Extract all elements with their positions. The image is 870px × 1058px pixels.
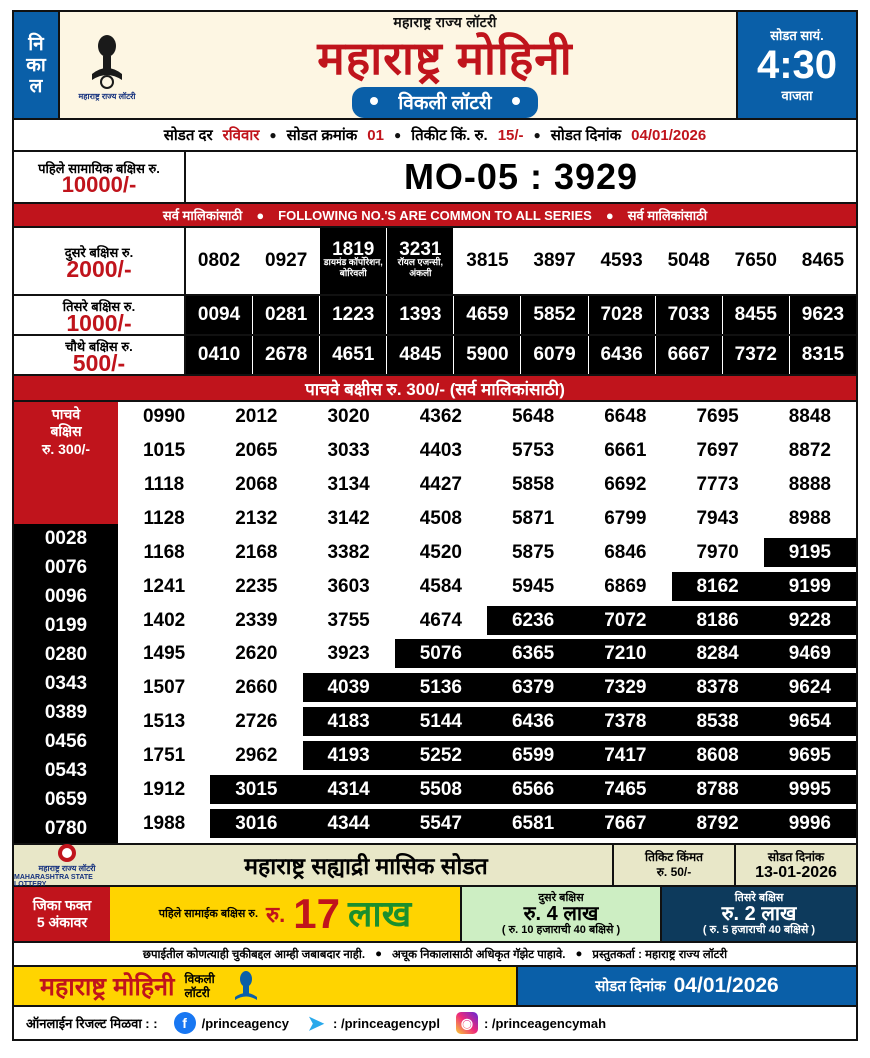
promo-first-prize-amount: 17 bbox=[293, 890, 341, 937]
fifth-prize-number-cell: 7697 bbox=[672, 436, 764, 465]
fifth-prize-number-cell: 5076 bbox=[395, 639, 487, 668]
fifth-prize-number-cell: 6799 bbox=[579, 504, 671, 533]
promo-first-prize-unit: लाख bbox=[348, 893, 412, 934]
fifth-prize-number-cell: 4674 bbox=[395, 606, 487, 635]
prize-number-value: 3231 bbox=[399, 238, 442, 260]
promo-second-prize-label: दुसरे बक्षिस bbox=[538, 892, 584, 904]
header-center bbox=[154, 12, 736, 118]
fifth-prize-number-cell: 1495 bbox=[118, 639, 210, 668]
fifth-prize-number-cell: 5144 bbox=[395, 707, 487, 736]
emblem-label: महाराष्ट्र राज्य लॉटरी bbox=[78, 91, 136, 101]
first-prize-label-cell bbox=[14, 152, 186, 202]
fifth-prize-number-cell: 1513 bbox=[118, 707, 210, 736]
fifth-prize-number-cell: 7210 bbox=[579, 639, 671, 668]
third-prize-label-cell bbox=[14, 296, 186, 334]
first-prize-number: MO-05 : 3929 bbox=[403, 156, 639, 197]
fifth-prize-number-cell: 8608 bbox=[672, 741, 764, 770]
fifth-prize-number-cell: 9228 bbox=[764, 606, 856, 635]
fifth-prize-left-number: 0456 bbox=[14, 727, 118, 756]
fifth-prize-number-cell: 1751 bbox=[118, 741, 210, 770]
fifth-prize-number-cell: 4508 bbox=[395, 504, 487, 533]
fifth-prize-number-cell: 1241 bbox=[118, 572, 210, 601]
second-prize-amount: 2000/- bbox=[66, 256, 132, 282]
fifth-prize-bar bbox=[14, 376, 856, 402]
promo-third-prize bbox=[660, 887, 856, 941]
sahyadri-date bbox=[734, 845, 856, 885]
emblem-icon bbox=[81, 29, 133, 91]
sahyadri-promo-prizes bbox=[14, 887, 856, 943]
second-prize-label: दुसरे बक्षिस रु. bbox=[64, 245, 134, 260]
third-prize-row bbox=[14, 296, 856, 336]
footer-draw-date bbox=[516, 967, 856, 1005]
prize-number-cell: 5900 bbox=[454, 336, 521, 374]
fifth-prize-number-cell: 6566 bbox=[487, 775, 579, 804]
sahyadri-logo-line2: MAHARASHTRA STATE LOTTERY bbox=[14, 873, 93, 888]
separator-dot: ● bbox=[533, 128, 541, 142]
fifth-prize-number-cell: 1118 bbox=[118, 470, 210, 499]
fifth-prize-left-number: 0343 bbox=[14, 669, 118, 698]
fifth-prize-number-cell: 7329 bbox=[579, 673, 671, 702]
promo-second-prize-amount: रु. 4 लाख bbox=[523, 903, 599, 925]
fifth-prize-number-cell: 5547 bbox=[395, 809, 487, 838]
fifth-prize-number-cell: 5252 bbox=[395, 741, 487, 770]
fifth-prize-number-cell: 5945 bbox=[487, 572, 579, 601]
fifth-prize-number-cell: 4314 bbox=[303, 775, 395, 804]
prize-number-cell: 1223 bbox=[320, 296, 387, 334]
footer-title: महाराष्ट्र मोहिनी bbox=[40, 973, 175, 1001]
fifth-prize-number-cell: 6365 bbox=[487, 639, 579, 668]
fifth-prize-number-cell: 1402 bbox=[118, 606, 210, 635]
promo-first-prize-label: पहिले सामाईक बक्षिस रु. bbox=[158, 907, 259, 920]
fifth-prize-number-cell: 4427 bbox=[395, 470, 487, 499]
common-right-label: सर्व मालिकांसाठी bbox=[627, 208, 708, 223]
social-instagram[interactable] bbox=[456, 1012, 606, 1034]
prize-number-cell: 5048 bbox=[656, 228, 723, 294]
first-prize-label: पहिले सामायिक बक्षिस रु. bbox=[38, 161, 160, 176]
state-lottery-emblem bbox=[60, 12, 154, 118]
fifth-prize-number-cell: 9996 bbox=[764, 809, 856, 838]
fifth-prize-number-cell: 7417 bbox=[579, 741, 671, 770]
sahyadri-price bbox=[612, 845, 734, 885]
prize-number-cell: 7372 bbox=[723, 336, 790, 374]
prize-number-cell: 0927 bbox=[253, 228, 320, 294]
footer-subtitle bbox=[184, 972, 214, 1000]
prize-number-cell: 0094 bbox=[186, 296, 253, 334]
fifth-prize-number-cell: 4403 bbox=[395, 436, 487, 465]
draw-time-label: सोडत सायं. bbox=[770, 28, 824, 43]
promo-block-condition bbox=[14, 887, 110, 941]
prize-number-cell: 7028 bbox=[589, 296, 656, 334]
fifth-prize-number-cell: 2339 bbox=[210, 606, 302, 635]
footer-subtitle-line1: विकली bbox=[184, 972, 215, 986]
fifth-prize-number-cell: 8792 bbox=[672, 809, 764, 838]
fifth-prize-number-cell: 2620 bbox=[210, 639, 302, 668]
facebook-icon[interactable]: f bbox=[174, 1012, 196, 1034]
disclaimer-part1: छपाईतील कोणत्याही चुकीबद्दल आम्ही जबाबदार नाही. bbox=[142, 948, 366, 961]
fifth-prize-number-cell: 7695 bbox=[672, 402, 764, 431]
header bbox=[14, 12, 856, 120]
fifth-prize-left-number bbox=[14, 466, 118, 495]
telegram-handle[interactable]: : /princeagencypl bbox=[333, 1015, 440, 1031]
promo-third-prize-amount: रु. 2 लाख bbox=[721, 903, 797, 925]
third-prize-numbers bbox=[186, 296, 856, 334]
fifth-prize-number-cell: 3015 bbox=[210, 775, 302, 804]
promo-condition-line1: जिका फक्त bbox=[32, 897, 92, 913]
facebook-handle[interactable]: /princeagency bbox=[201, 1015, 290, 1031]
fifth-prize-number-cell: 9695 bbox=[764, 741, 856, 770]
footer-emblem-icon bbox=[229, 970, 263, 1002]
fifth-prize-number-cell: 8888 bbox=[764, 470, 856, 499]
fifth-prize-number-cell: 3923 bbox=[303, 639, 395, 668]
prize-number-cell: 7650 bbox=[723, 228, 790, 294]
draw-no-label: सोडत क्रमांक bbox=[286, 127, 358, 144]
online-result-label: ऑनलाईन रिजल्ट मिळवा : : bbox=[26, 1016, 158, 1031]
prize-number-cell: 3815 bbox=[454, 228, 521, 294]
common-left-label: सर्व मालिकांसाठी bbox=[162, 208, 243, 223]
fourth-prize-label-cell bbox=[14, 336, 186, 374]
separator-dot: ● bbox=[575, 948, 583, 960]
fifth-prize-number-cell: 2132 bbox=[210, 504, 302, 533]
common-series-bar bbox=[14, 204, 856, 228]
prize-number-cell: 7033 bbox=[656, 296, 723, 334]
prize-number-cell: 0410 bbox=[186, 336, 253, 374]
sahyadri-price-label: तिकिट किंमत bbox=[645, 850, 703, 864]
common-center-label: FOLLOWING NO.'S ARE COMMON TO ALL SERIES bbox=[278, 207, 592, 223]
fifth-prize-number-cell: 9995 bbox=[764, 775, 856, 804]
prize-number-cell: 2678 bbox=[253, 336, 320, 374]
promo-first-prize bbox=[110, 887, 460, 941]
first-prize-row bbox=[14, 152, 856, 204]
fifth-prize-number-cell: 6692 bbox=[579, 470, 671, 499]
promo-rupee-symbol: रु. bbox=[266, 902, 286, 927]
fifth-prize-left-number: 0280 bbox=[14, 640, 118, 669]
separator-dot: ● bbox=[256, 207, 265, 223]
fifth-prize-left-number: 0389 bbox=[14, 698, 118, 727]
fifth-prize-number-cell: 3603 bbox=[303, 572, 395, 601]
fifth-prize-number-cell: 4193 bbox=[303, 741, 395, 770]
prize-number-cell bbox=[387, 228, 454, 294]
fourth-prize-numbers bbox=[186, 336, 856, 374]
sahyadri-price-value: रु. 50/- bbox=[656, 865, 692, 879]
fifth-prize-number-cell: 2012 bbox=[210, 402, 302, 431]
disclaimer-part3: प्रस्तुतकर्ता : महाराष्ट्र राज्य लॉटरी bbox=[592, 948, 728, 961]
fifth-prize-number-cell: 8378 bbox=[672, 673, 764, 702]
fifth-prize-number-cell: 6236 bbox=[487, 606, 579, 635]
separator-dot: ● bbox=[605, 207, 614, 223]
social-facebook[interactable] bbox=[174, 1012, 289, 1034]
fifth-prize-number-cell: 0990 bbox=[118, 402, 210, 431]
prize-number-cell: 8465 bbox=[790, 228, 856, 294]
fifth-prize-label-line2: बक्षिस bbox=[50, 423, 82, 439]
prize-number-cell: 3897 bbox=[521, 228, 588, 294]
separator-dot: ● bbox=[393, 128, 402, 142]
fifth-prize-label-line1: पाचवे bbox=[51, 406, 81, 422]
fifth-prize-number-cell: 9654 bbox=[764, 707, 856, 736]
fifth-prize-number-cell: 7943 bbox=[672, 504, 764, 533]
fifth-prize-number-cell: 8872 bbox=[764, 436, 856, 465]
fifth-prize-number-cell: 6869 bbox=[579, 572, 671, 601]
fifth-prize-number-cell: 1507 bbox=[118, 673, 210, 702]
sahyadri-logo-line1: महाराष्ट्र राज्य लॉटरी bbox=[38, 863, 96, 873]
footer-draw-date-label: सोडत दिनांक bbox=[595, 978, 666, 995]
fourth-prize-row bbox=[14, 336, 856, 376]
fifth-prize-number-cell: 8186 bbox=[672, 606, 764, 635]
social-telegram[interactable] bbox=[305, 1012, 440, 1034]
fifth-prize-number-grid bbox=[118, 402, 856, 843]
prize-number-cell: 4659 bbox=[454, 296, 521, 334]
fifth-prize-number-cell: 2726 bbox=[210, 707, 302, 736]
second-prize-row bbox=[14, 228, 856, 296]
disclaimer-part2: अचूक निकालासाठी अधिकृत गॅझेट पाहावे. bbox=[392, 948, 566, 961]
fifth-prize-number-cell: 8284 bbox=[672, 639, 764, 668]
sahyadri-title: महाराष्ट्र सह्याद्री मासिक सोडत bbox=[244, 853, 488, 879]
fifth-prize-number-cell: 2660 bbox=[210, 673, 302, 702]
fifth-prize-number-cell: 7667 bbox=[579, 809, 671, 838]
fifth-prize-number-cell: 2068 bbox=[210, 470, 302, 499]
prize-number-cell: 0281 bbox=[253, 296, 320, 334]
badge-dot-right bbox=[512, 97, 520, 105]
fifth-prize-number-cell: 6436 bbox=[487, 707, 579, 736]
fifth-prize-number-cell: 8538 bbox=[672, 707, 764, 736]
fifth-prize-number-cell: 9199 bbox=[764, 572, 856, 601]
telegram-icon[interactable]: ➤ bbox=[305, 1012, 327, 1034]
draw-time-block bbox=[736, 12, 856, 118]
promo-third-prize-note: ( रु. 5 हजाराची 40 बक्षिसे ) bbox=[702, 924, 816, 936]
fifth-prize-number-cell: 8162 bbox=[672, 572, 764, 601]
fifth-prize-left-number: 0659 bbox=[14, 785, 118, 814]
fifth-prize-number-cell: 3033 bbox=[303, 436, 395, 465]
fifth-prize-number-cell: 9469 bbox=[764, 639, 856, 668]
fifth-prize-number-cell: 3142 bbox=[303, 504, 395, 533]
prize-number-cell: 6079 bbox=[521, 336, 588, 374]
header-superline: महाराष्ट्र राज्य लॉटरी bbox=[393, 13, 497, 30]
fifth-prize-number-cell: 7465 bbox=[579, 775, 671, 804]
second-prize-numbers bbox=[186, 228, 856, 294]
fifth-prize-label-line3: रु. 300/- bbox=[41, 441, 91, 457]
footer-subtitle-line2: लॉटरी bbox=[184, 986, 210, 1000]
fifth-prize-left-number: 0076 bbox=[14, 553, 118, 582]
separator-dot: ● bbox=[269, 128, 277, 142]
prize-number-cell: 6667 bbox=[656, 336, 723, 374]
prize-number-value: 1819 bbox=[332, 238, 375, 260]
prize-number-cell: 0802 bbox=[186, 228, 253, 294]
fifth-prize-number-cell: 3134 bbox=[303, 470, 395, 499]
page-title: महाराष्ट्र मोहिनी bbox=[317, 31, 573, 84]
fifth-prize-number-cell: 6599 bbox=[487, 741, 579, 770]
fifth-prize-number-cell: 2065 bbox=[210, 436, 302, 465]
draw-no-value: 01 bbox=[367, 126, 384, 144]
fourth-prize-label: चौथे बक्षिस रु. bbox=[65, 339, 133, 354]
result-card bbox=[12, 10, 858, 1041]
fifth-prize-left-number bbox=[14, 495, 118, 524]
fifth-prize-number-cell: 3755 bbox=[303, 606, 395, 635]
prize-number-cell: 4845 bbox=[387, 336, 454, 374]
badge-dot-left bbox=[370, 97, 378, 105]
fifth-prize-label-column bbox=[14, 402, 118, 843]
fifth-prize-number-cell: 5753 bbox=[487, 436, 579, 465]
draw-day-label: सोडत दर bbox=[163, 127, 213, 144]
third-prize-label: तिसरे बक्षिस रु. bbox=[62, 299, 136, 314]
second-prize-label-cell bbox=[14, 228, 186, 294]
fifth-prize-number-cell: 1168 bbox=[118, 538, 210, 567]
fifth-prize-number-cell: 4362 bbox=[395, 402, 487, 431]
fifth-prize-number-cell: 3382 bbox=[303, 538, 395, 567]
fifth-prize-bar-text: पाचवे बक्षीस रु. 300/- (सर्व मालिकांसाठी) bbox=[305, 379, 565, 399]
fifth-prize-number-cell: 2235 bbox=[210, 572, 302, 601]
ticket-price-label: तिकीट किं. रु. bbox=[411, 127, 488, 144]
draw-time-value: 4:30 bbox=[756, 43, 838, 87]
draw-date-value: 04/01/2026 bbox=[631, 126, 707, 144]
fifth-prize-number-cell: 7378 bbox=[579, 707, 671, 736]
prize-number-cell: 4593 bbox=[589, 228, 656, 294]
fourth-prize-amount: 500/- bbox=[72, 350, 126, 376]
fifth-prize-number-cell: 6846 bbox=[579, 538, 671, 567]
fifth-prize-left-number: 0780 bbox=[14, 814, 118, 843]
fifth-prize-number-cell: 9195 bbox=[764, 538, 856, 567]
fifth-prize-number-cell: 2168 bbox=[210, 538, 302, 567]
fifth-prize-number-cell: 4584 bbox=[395, 572, 487, 601]
fifth-prize-number-cell: 7072 bbox=[579, 606, 671, 635]
fifth-prize-number-cell: 8988 bbox=[764, 504, 856, 533]
fifth-prize-number-cell: 4344 bbox=[303, 809, 395, 838]
fifth-prize-number-cell: 8788 bbox=[672, 775, 764, 804]
prize-number-cell: 4651 bbox=[320, 336, 387, 374]
separator-dot: ● bbox=[375, 948, 383, 960]
promo-third-prize-label: तिसरे बक्षिस bbox=[734, 892, 784, 904]
first-prize-amount: 10000/- bbox=[61, 172, 137, 197]
fifth-prize-left-number: 0096 bbox=[14, 582, 118, 611]
ticket-price-value: 15/- bbox=[497, 126, 524, 144]
header-subtitle-badge bbox=[352, 87, 537, 118]
lottery-logo-icon bbox=[54, 843, 80, 863]
draw-info-bar bbox=[14, 120, 856, 152]
fifth-prize-number-cell: 1912 bbox=[118, 775, 210, 804]
promo-condition-line2: 5 अंकावर bbox=[36, 914, 88, 930]
prize-number-cell: 8315 bbox=[790, 336, 856, 374]
fifth-prize-number-cell: 9624 bbox=[764, 673, 856, 702]
draw-time-suffix: वाजता bbox=[781, 88, 813, 103]
header-subtitle: विकली लॉटरी bbox=[398, 92, 492, 114]
prize-number-cell bbox=[320, 228, 387, 294]
fifth-prize-number-cell: 6648 bbox=[579, 402, 671, 431]
fifth-prize-number-cell: 7970 bbox=[672, 538, 764, 567]
third-prize-amount: 1000/- bbox=[66, 310, 132, 336]
sahyadri-date-value: 13-01-2026 bbox=[755, 864, 837, 881]
fifth-prize-number-cell: 4183 bbox=[303, 707, 395, 736]
fifth-prize-number-cell: 7773 bbox=[672, 470, 764, 499]
fifth-prize-number-cell: 5508 bbox=[395, 775, 487, 804]
promo-second-prize-note: ( रु. 10 हजाराची 40 बक्षिसे ) bbox=[501, 924, 621, 936]
fifth-prize-number-cell: 3016 bbox=[210, 809, 302, 838]
instagram-icon[interactable]: ◉ bbox=[456, 1012, 478, 1034]
instagram-handle[interactable]: : /princeagencymah bbox=[483, 1015, 607, 1031]
fifth-prize-number-cell: 3020 bbox=[303, 402, 395, 431]
prize-number-cell: 9623 bbox=[790, 296, 856, 334]
fifth-prize-block bbox=[14, 402, 856, 845]
prize-number-cell: 8455 bbox=[723, 296, 790, 334]
header-vertical-label: नि का ल bbox=[14, 12, 60, 118]
fifth-prize-left-number: 0199 bbox=[14, 611, 118, 640]
prize-number-cell: 1393 bbox=[387, 296, 454, 334]
fifth-prize-left-number: 0028 bbox=[14, 524, 118, 553]
fifth-prize-number-cell: 6661 bbox=[579, 436, 671, 465]
prize-number-cell: 6436 bbox=[589, 336, 656, 374]
fifth-prize-number-cell: 1988 bbox=[118, 809, 210, 838]
disclaimer-bar bbox=[14, 943, 856, 967]
promo-second-prize bbox=[460, 887, 660, 941]
fifth-prize-number-cell: 6379 bbox=[487, 673, 579, 702]
fifth-prize-number-cell: 5871 bbox=[487, 504, 579, 533]
fifth-prize-number-cell: 4039 bbox=[303, 673, 395, 702]
fifth-prize-number-cell: 6581 bbox=[487, 809, 579, 838]
footer-banner bbox=[14, 967, 856, 1007]
prize-number-cell: 5852 bbox=[521, 296, 588, 334]
fifth-prize-number-cell: 4520 bbox=[395, 538, 487, 567]
draw-day-value: रविवार bbox=[222, 127, 260, 144]
sahyadri-logo bbox=[14, 843, 120, 888]
fifth-prize-number-cell: 8848 bbox=[764, 402, 856, 431]
fifth-prize-number-cell: 2962 bbox=[210, 741, 302, 770]
fifth-prize-number-cell: 5875 bbox=[487, 538, 579, 567]
agency-ad-text: डायमंड कॉर्पोरेशन, बोरिवली bbox=[323, 256, 383, 278]
fifth-prize-left-number: 0543 bbox=[14, 756, 118, 785]
sahyadri-date-label: सोडत दिनांक bbox=[767, 850, 825, 864]
sahyadri-promo-header bbox=[14, 845, 856, 887]
fifth-prize-number-cell: 5648 bbox=[487, 402, 579, 431]
footer-social-bar bbox=[14, 1007, 856, 1039]
fifth-prize-number-cell: 5136 bbox=[395, 673, 487, 702]
footer-draw-date-value: 04/01/2026 bbox=[673, 974, 779, 997]
fifth-prize-number-cell: 1128 bbox=[118, 504, 210, 533]
draw-date-label: सोडत दिनांक bbox=[550, 127, 622, 144]
fifth-prize-number-cell: 5858 bbox=[487, 470, 579, 499]
agency-ad-text: रॉयल एजन्सी, अंकली bbox=[397, 256, 443, 278]
fifth-prize-number-cell: 1015 bbox=[118, 436, 210, 465]
fifth-prize-left-numbers bbox=[14, 466, 118, 843]
